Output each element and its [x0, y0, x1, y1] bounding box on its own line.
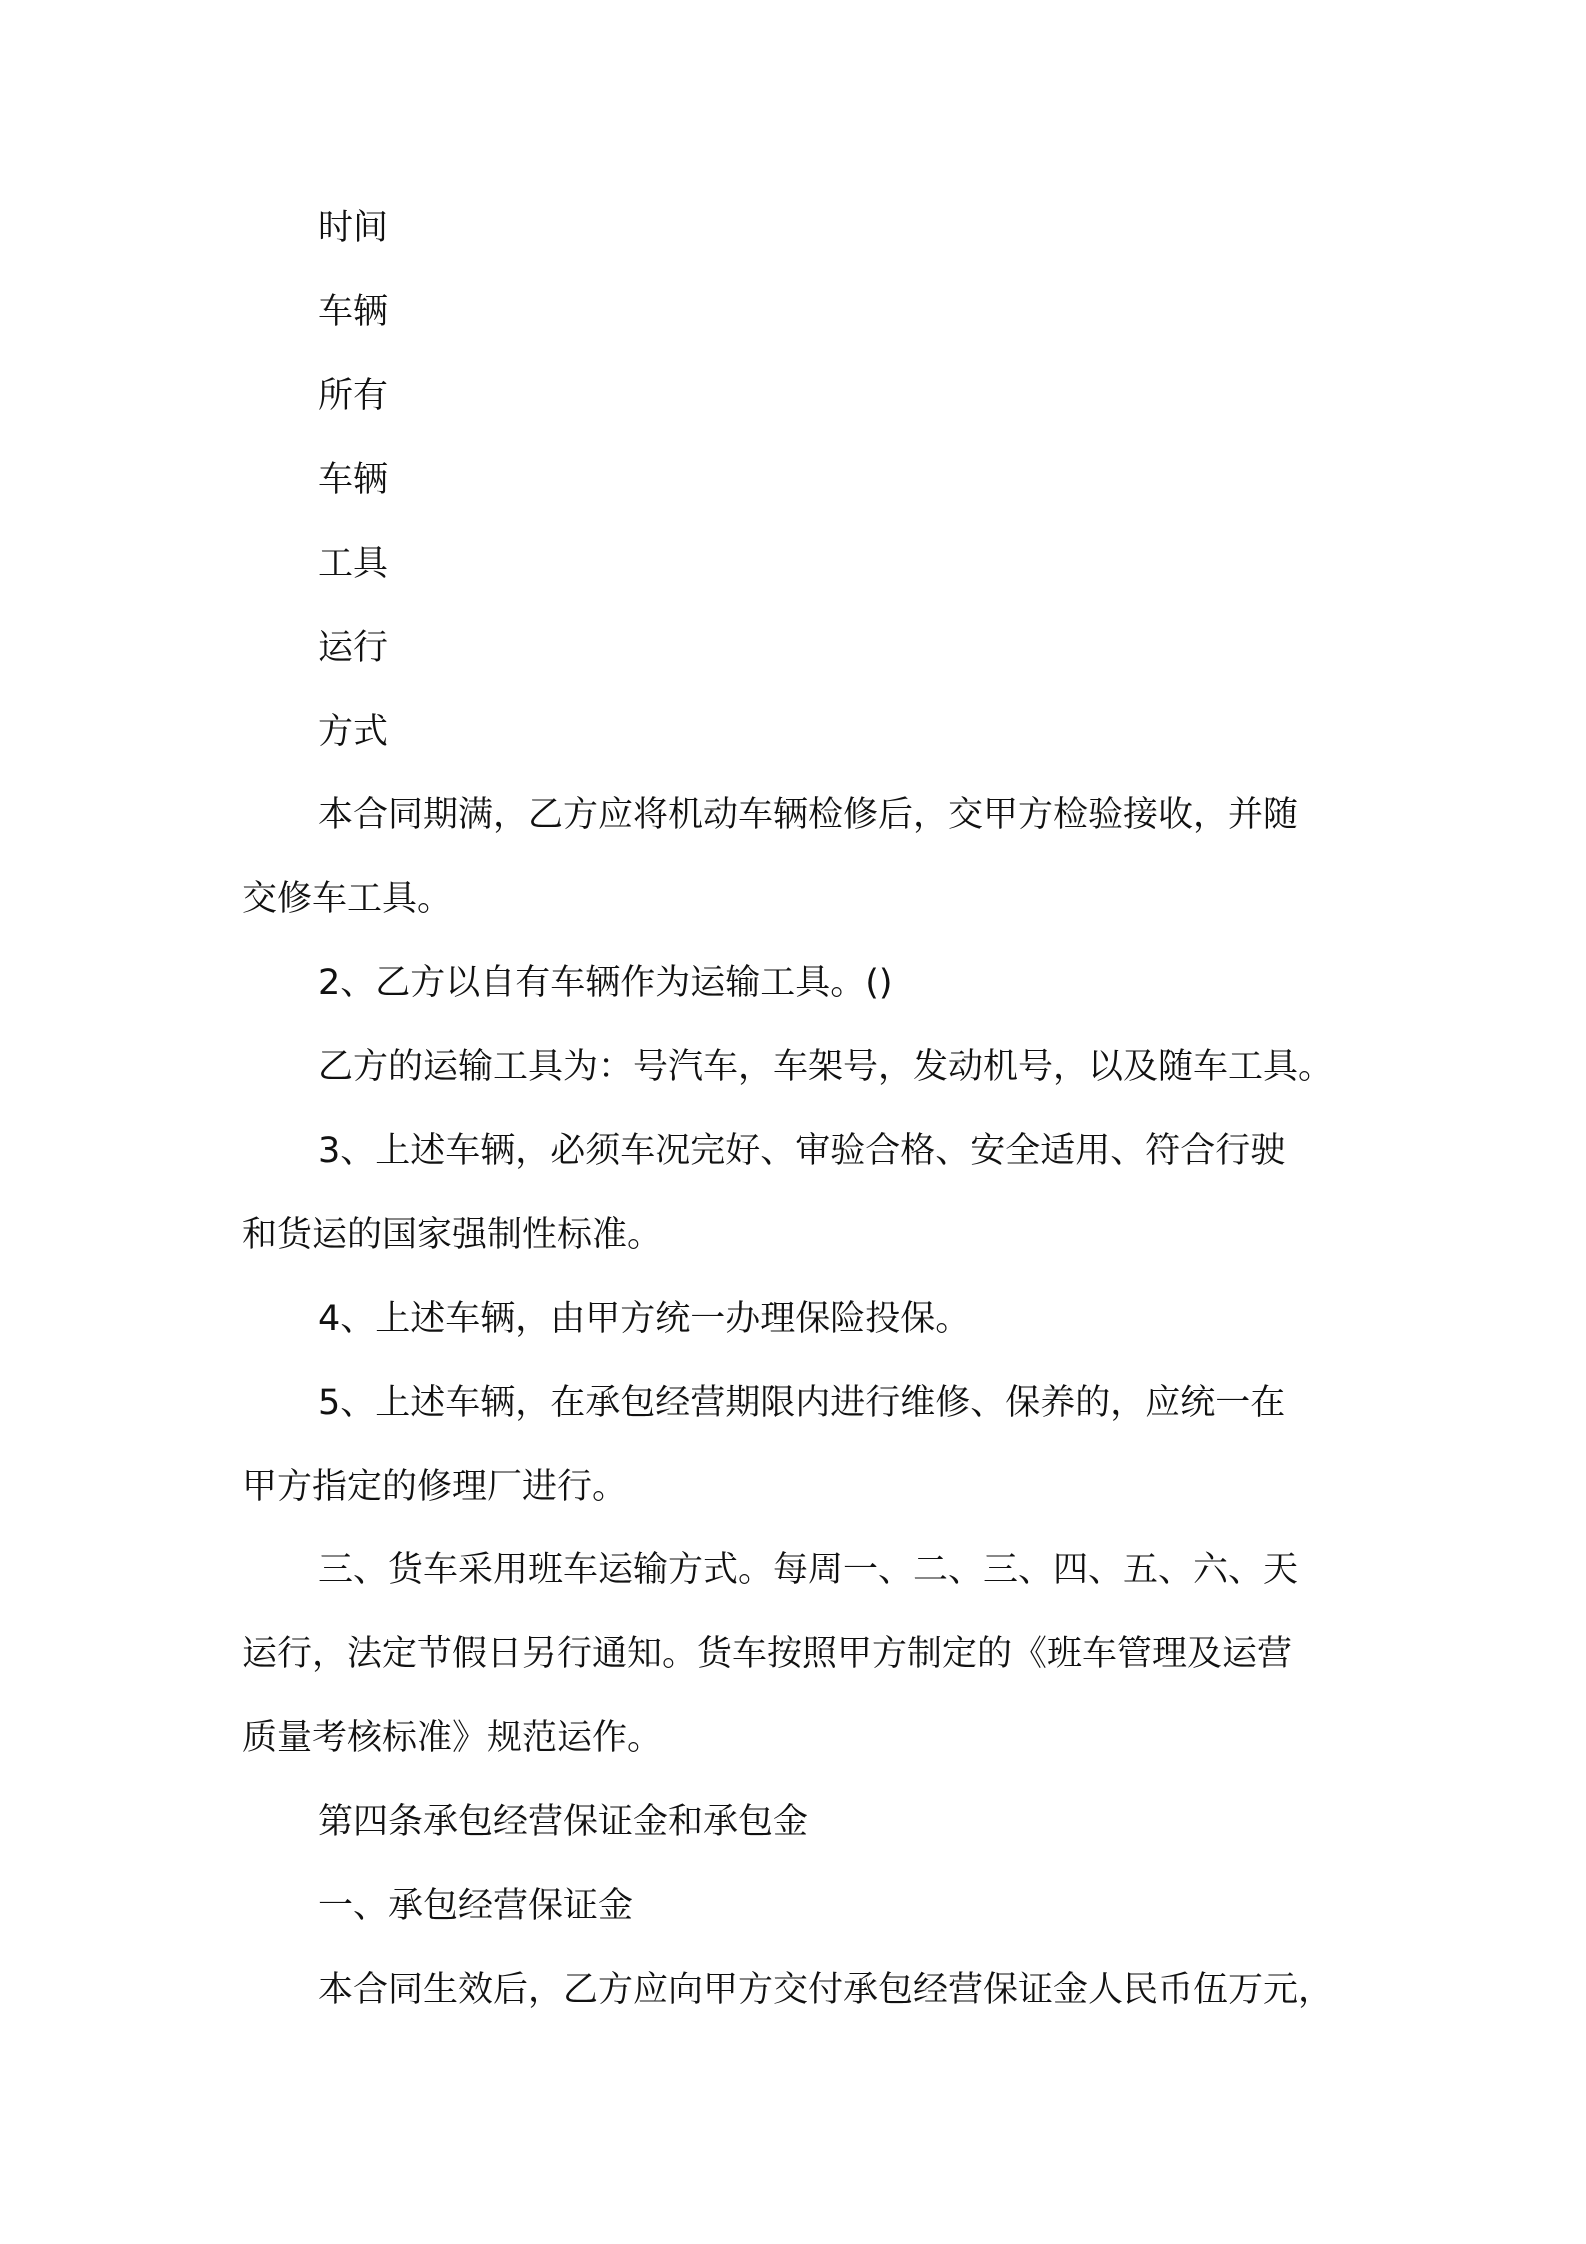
paragraph-item-5-line-1: 5、上述车辆，在承包经营期限内进行维修、保养的，应统一在	[318, 1383, 1286, 1423]
deposit-heading: 一、承包经营保证金	[318, 1886, 634, 1926]
paragraph-transport-tools: 乙方的运输工具为：号汽车，车架号，发动机号，以及随车工具。	[318, 1047, 1334, 1087]
paragraph-section-3-line-1: 三、货车采用班车运输方式。每周一、二、三、四、五、六、天	[318, 1550, 1299, 1590]
paragraph-contract-expiry-line-2: 交修车工具。	[242, 879, 453, 919]
paragraph-item-5-line-2: 甲方指定的修理厂进行。	[242, 1467, 628, 1507]
paragraph-section-3-line-3: 质量考核标准》规范运作。	[242, 1718, 663, 1758]
text-line-method: 方式	[318, 712, 389, 752]
paragraph-item-3-line-1: 3、上述车辆，必须车况完好、审验合格、安全适用、符合行驶	[318, 1131, 1286, 1171]
text-line-vehicle-1: 车辆	[318, 292, 389, 332]
paragraph-item-2: 2、乙方以自有车辆作为运输工具。()	[318, 963, 893, 1003]
text-line-time: 时间	[318, 208, 389, 248]
text-line-vehicle-2: 车辆	[318, 460, 389, 500]
paragraph-deposit: 本合同生效后，乙方应向甲方交付承包经营保证金人民币伍万元，	[318, 1970, 1334, 2010]
paragraph-item-4: 4、上述车辆，由甲方统一办理保险投保。	[318, 1299, 971, 1339]
text-line-tools: 工具	[318, 544, 389, 584]
paragraph-item-3-line-2: 和货运的国家强制性标准。	[242, 1215, 663, 1255]
article-four-heading: 第四条承包经营保证金和承包金	[318, 1802, 809, 1842]
text-line-operation: 运行	[318, 628, 389, 668]
paragraph-contract-expiry-line-1: 本合同期满，乙方应将机动车辆检修后，交甲方检验接收，并随	[318, 795, 1299, 835]
text-line-owned: 所有	[318, 376, 389, 416]
paragraph-section-3-line-2: 运行，法定节假日另行通知。货车按照甲方制定的《班车管理及运营	[242, 1634, 1293, 1674]
